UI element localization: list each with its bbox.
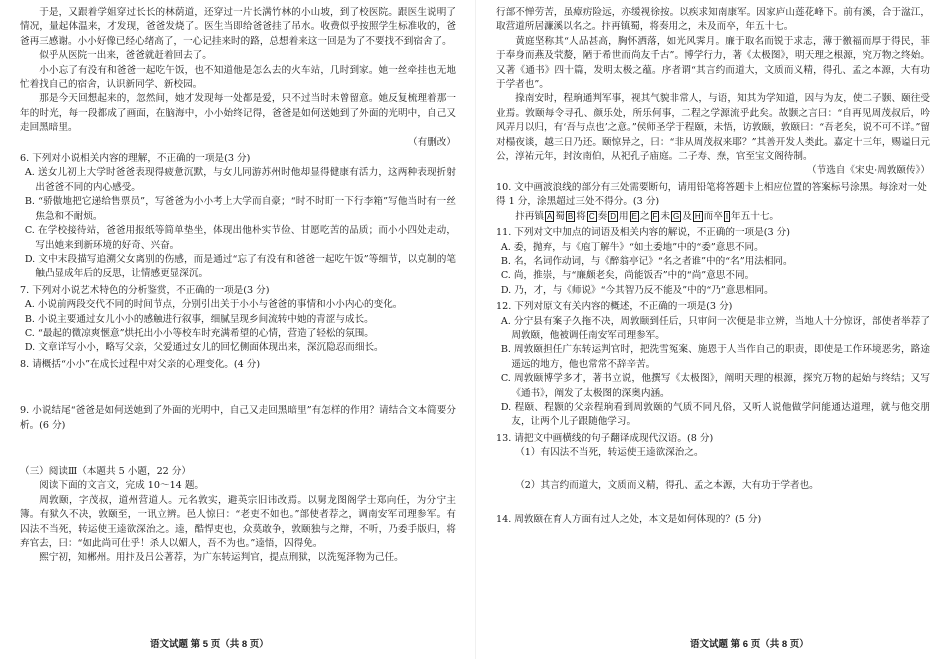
story-para-2: 似乎从医院一出来，爸爸就赶着回去了。 (39, 50, 212, 62)
question-11-option-b: B. 名，名词作动词，与《醉翁亭记》“名之者谁”中的“名”用法相同。 (500, 255, 793, 267)
question-7-option-a: A. 小说前两段交代不同的时间节点，分别引出关于小小与爸爸的事情和小小内心的变化。 (24, 299, 403, 311)
break-mark-c[interactable]: C (588, 211, 595, 221)
section-3-title: （三）阅读Ⅲ（本题共 5 小题，22 分） (20, 465, 192, 477)
section-3-intro: 阅读下面的文言文，完成 10～14 题。 (39, 480, 205, 492)
seq-text: 蜀 (555, 210, 565, 222)
seq-text: 及 (682, 210, 692, 222)
right-page (496, 6, 930, 527)
question-12-option-b: B. 周敦颐担任广东转运判官时，把洗雪冤案、施恩于人当作自己的职责，即使是工作环境恶劣，路途遥远的地方，他也常常不辞辛苦。 (500, 344, 930, 370)
question-6-option-d: D. 文中末段描写追溯父女离别的伤感，而是通过“忘了有没有和爸爸一起吃午饭”等细节，以克制的笔触凸显成年后的反思，让情感更显深沉。 (24, 253, 456, 280)
break-mark-i[interactable]: I (725, 211, 729, 221)
seq-text: 奏 (597, 210, 608, 222)
question-13-sentence-2: （2）其言约而道大，文质而义精，得孔、孟之本源，大有功于学者也。 (515, 479, 819, 491)
classical-para-2: 熙宁初，知郴州。用抃及吕公著荐，为广东转运判官，提点刑狱，以洗冤泽物为己任。 (39, 552, 404, 564)
break-mark-f[interactable]: F (652, 211, 658, 221)
question-7-option-b: B. 小说主要通过女儿小小的感触进行叙事，细腻呈现乡间流转中她的青涩与成长。 (24, 313, 374, 325)
story-para-4: 那是今天回想起来的，忽然间，她才发现每一处都是爱，只不过当时未曾留意。她反复梳理着那一年的时光，每一段都成了画面，在脑海中，小小始终记得，爸爸是如何送她到了外面的光明中，自己又走回黑暗里。 (20, 93, 456, 134)
classical-para-1: 周敦颐，字茂叔，道州营道人。元名敦实，避英宗旧讳改焉。以舅龙图阁学士郑向任，为分宁主簿。有狱久不决，敦颐至，一讯立辨。邑人惊曰：“老吏不如也。”部使者荐之，调南安军司理参军。有囚法不当死，转运使王逵欲深治之。逵，酷悍吏也，众莫敢争，敦颐独与之辩，不听，乃委手版归，将弃官去，曰：“如此尚可仕乎！杀人以媚人，吾不为也。”逵悟，囚得免。 (20, 494, 456, 549)
answer-space-13-1 (496, 461, 930, 479)
question-11-option-a: A. 委，抛弃，与《庖丁解牛》“如土委地”中的“委”意思不同。 (500, 241, 764, 253)
break-mark-b[interactable]: B (567, 211, 574, 221)
break-mark-e[interactable]: E (631, 211, 637, 221)
question-6-option-c: C. 在学校接待站，爸爸用报纸等简单垫坐，体现出他朴实节俭、甘愿吃苦的品质；而小小四处走动，写出她来到新环境的好奇、兴奋。 (24, 225, 456, 251)
break-mark-d[interactable]: D (610, 211, 616, 221)
question-8: 8. 请概括“小小”在成长过程中对父亲的心理变化。(4 分) (20, 358, 261, 370)
question-11-option-d: D. 乃，才，与《师说》“今其智乃反不能及”中的“乃”意思相同。 (500, 284, 774, 296)
question-9: 9. 小说结尾“爸爸是如何送她到了外面的光明中，自己又走回黑暗里”有怎样的作用？请结合文本简要分析。(6 分) (20, 405, 456, 431)
break-mark-a[interactable]: A (546, 211, 553, 221)
question-12-option-c: C. 周敦颐博学多才，著书立说，他撰写《太极图》，阐明天理的根源，探究万物的起始与终结；又写《通书》，阐发了太极图的深奥内涵。 (500, 373, 930, 399)
question-7-stem: 7. 下列对小说艺术特色的分析鉴赏，不正确的一项是(3 分) (20, 284, 270, 296)
question-12-option-a: A. 分宁县有案子久拖不决，周敦颐到任后，只审问一次便是非立辨，当地人十分惊讶，部使者举荐了周敦颐，他被调任南安军司理参军。 (500, 315, 930, 341)
question-6-stem: 6. 下列对小说相关内容的理解，不正确的一项是(3 分) (20, 153, 251, 165)
left-page (20, 6, 456, 566)
question-12-option-d: D. 程颐、程颢的父亲程珦看到周敦颐的气质不同凡俗，又听人说他做学问能通达道理，就与他交朋友，让两个儿子跟随他学习。 (500, 401, 930, 428)
question-10-stem: 10. 文中画波浪线的部分有三处需要断句，请用铅笔将答题卡上相应位置的答案标号涂黑。每涂对一处得 1 分，涂黑超过三处不得分。(3 分) (496, 181, 927, 208)
source-note-right: （节选自《宋史·周敦颐传》） (807, 165, 930, 177)
break-mark-g[interactable]: G (673, 211, 680, 221)
seq-text: 用 (619, 210, 629, 222)
classical-para-3: 行部不惮劳苦，虽瘴疠险远，亦缓视徐按。以疾求知南康军。因家庐山莲花峰下。前有溪，合于湓江，取营道所居濂溪以名之。抃再镇蜀，将奏用之，未及而卒，年五十七。 (496, 7, 930, 33)
break-mark-h[interactable]: H (694, 211, 701, 221)
classical-para-5: 掾南安时，程珦通判军事，视其气貌非常人，与语，知其为学知道，因与为友，使二子颢、颐往受业焉。敦颐每令寻孔、颜乐处，所乐何事，二程之学源流乎此矣。故颢之言曰：“自再见周茂叔后，吟风弄月以归，有‘吾与点也’之意。”侯师圣学于程颐，未悟，访敦颐，敦颐曰：“吾老矣，说不可不详。”留对榻夜谈，越三日乃还。颐惊异之，曰：“非从周茂叔来耶？”其善开发人类此。嘉定十三年，赐谥曰元公，淳祐元年，封汝南伯，从祀孔子庙庭。二子寿、焘，官至宝文阁待制。 (496, 93, 930, 163)
story-para-3: 小小忘了有没有和爸爸一起吃午饭，也不知道他是怎么去的火车站，几时到家。她一丝牵挂也无地忙着找自己的宿舍，认识新同学、新校园。 (20, 64, 456, 91)
classical-para-4: 黄庭坚称其“人品甚高，胸怀洒落，如光风霁月。廉于取名而锐于求志，薄于徼福而厚于得民，菲于奉身而燕及茕嫠，陋于希世而尚友千古”。博学行力，著《太极图》，明天理之根源，究万物之终始。又著《通书》四十篇，发明太极之蕴。序者谓“其言约而道大，文质而义精，得孔、孟之本源，大有功于学者也”。 (496, 35, 930, 91)
seq-text: 未 (660, 210, 671, 222)
answer-space-9 (20, 433, 456, 463)
story-para-1: 于是，又跟着学姐穿过长长的林荫道，还穿过一片长满竹林的小山坡，到了校医院。跟医生说明了情况，量起体温来，才发现，爸爸发烧了。医生当即给爸爸挂了吊水。收费似乎按照学生标准收的，爸爸再三感谢。小小好像已经心绪高了，一心记挂来时的路，总想着来这一回是为了不要找不到宿舍了。 (20, 7, 456, 47)
answer-space-8 (20, 372, 456, 402)
question-13-stem: 13. 请把文中画横线的句子翻译成现代汉语。(8 分) (496, 432, 714, 444)
page-footer-left: 语文试题 第 5 页（共 8 页） (150, 639, 269, 650)
question-12-stem: 12. 下列对原文有关内容的概述，不正确的一项是(3 分) (496, 301, 733, 313)
question-7-option-c: C. “最起的微凉爽惬意”烘托出小小等校车时充满希望的心情，营造了轻松的氛围。 (24, 327, 374, 339)
question-10-sequence (496, 210, 930, 224)
question-6-option-b: B. “骄傲地把它递给售票员”，写爸爸为小小考上大学而自豪；“时不时盯一下行李箱”写他当时有一丝焦急和不耐烦。 (24, 196, 456, 222)
question-13-sentence-1: （1）有囚法不当死，转运使王逵欲深治之。 (515, 447, 704, 459)
question-6-option-a: A. 送女儿初上大学时爸爸表现得疲惫沉默，与女儿同游苏州时他却显得健康有活力，这两种表现折射出爸爸不同的内心感受。 (24, 167, 456, 193)
seq-text: 之 (639, 210, 650, 222)
seq-text: 年五十七。 (731, 210, 780, 222)
seq-text: 抃再镇 (515, 210, 544, 222)
question-11-stem: 11. 下列对文中加点的词语及相关内容的解说，不正确的一项是(3 分) (496, 227, 790, 239)
question-11-option-c: C. 尚，推崇，与“廉颇老矣，尚能饭否”中的“尚”意思不同。 (500, 270, 755, 282)
answer-space-13-2 (496, 493, 930, 511)
question-7-option-d: D. 文章详写小小，略写父亲，父爱通过女儿的回忆侧面体现出来，深沉隐忍而细长。 (24, 342, 384, 354)
seq-text: 而卒 (703, 210, 723, 222)
page-footer-right: 语文试题 第 6 页（共 8 页） (690, 639, 809, 650)
question-14: 14. 周敦颐在育人方面有过人之处，本文是如何体现的？(5 分) (496, 514, 762, 525)
seq-text: 将 (576, 210, 586, 222)
page-divider (475, 0, 476, 659)
source-note: （有删改） (408, 136, 456, 148)
